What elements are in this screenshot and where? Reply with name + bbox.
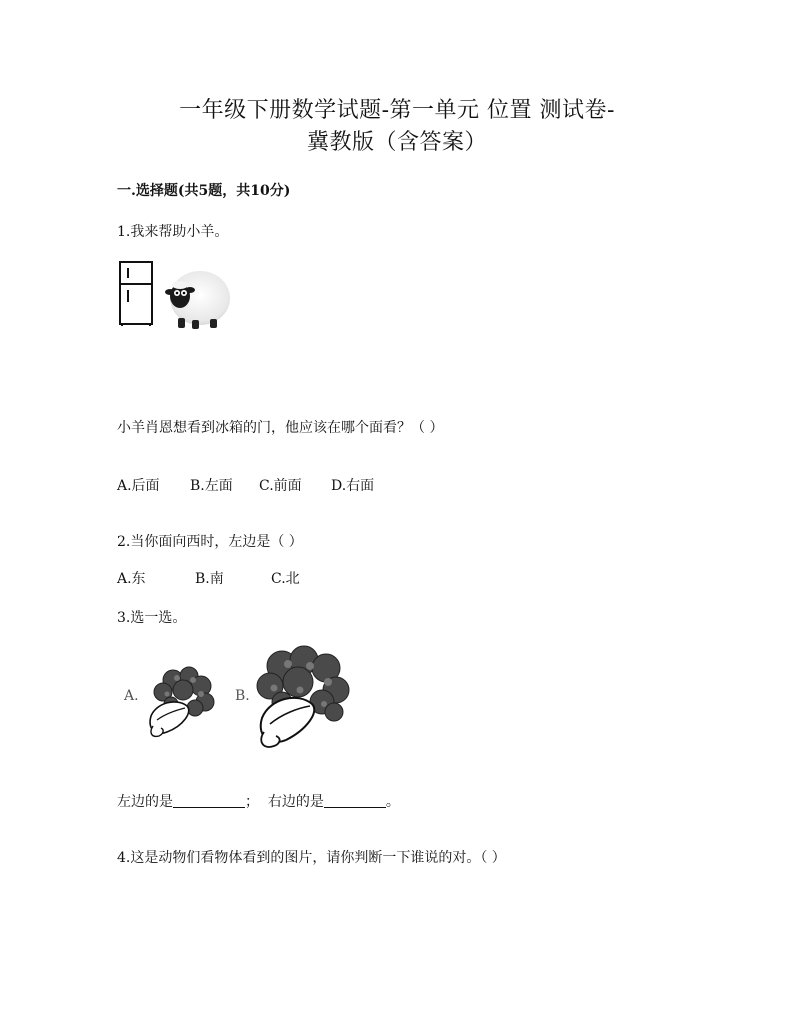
q2-option-b[interactable]: B.南: [195, 571, 224, 587]
sheep-icon: [164, 264, 232, 330]
page-title-line1: 一年级下册数学试题-第一单元 位置 测试卷-: [179, 98, 615, 123]
large-cabbage-icon[interactable]: [252, 646, 352, 752]
q3-label-a[interactable]: A.: [124, 688, 139, 704]
q1-option-c[interactable]: C.前面: [259, 478, 302, 494]
small-cabbage-icon[interactable]: [143, 664, 217, 740]
section-heading: 一.选择题(共5题，共10分): [117, 183, 291, 199]
page-title-line2: 冀教版（含答案）: [306, 130, 487, 155]
question-2-text: 2.当你面向西时，左边是（ ）: [117, 534, 303, 550]
q1-option-a[interactable]: A.后面: [117, 478, 160, 494]
answer-right-blank[interactable]: [324, 793, 386, 808]
q1-option-d[interactable]: D.右面: [331, 478, 375, 494]
fridge-icon: [118, 260, 154, 326]
answer-end: 。: [385, 794, 400, 810]
answer-separator: ；: [245, 794, 259, 810]
answer-right-label: 右边的是: [267, 794, 324, 810]
question-3-answer-line: [117, 792, 400, 812]
question-3-text: 3.选一选。: [117, 610, 187, 626]
answer-left-blank[interactable]: [173, 793, 245, 808]
q2-option-c[interactable]: C.北: [271, 571, 300, 587]
q1-option-b[interactable]: B.左面: [190, 478, 233, 494]
question-4-text: 4.这是动物们看物体看到的图片，请你判断一下谁说的对。（ ）: [117, 850, 506, 866]
q2-option-a[interactable]: A.东: [117, 571, 146, 587]
question-1-prompt: 小羊肖恩想看到冰箱的门，他应该在哪个面看？（ ）: [117, 420, 444, 436]
q3-label-b[interactable]: B.: [235, 688, 250, 704]
question-1-text: 1.我来帮助小羊。: [117, 224, 229, 240]
answer-left-label: 左边的是: [117, 794, 173, 810]
